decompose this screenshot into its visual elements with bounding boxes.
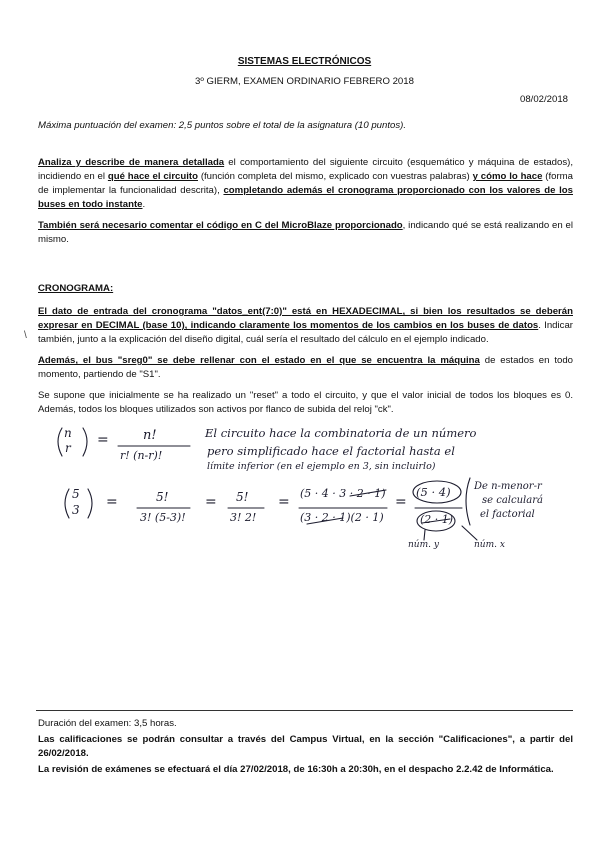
- side-note-line-1: De n-menor-r: [474, 481, 542, 492]
- binom-left-paren: [58, 428, 62, 456]
- cronograma-emphasis: El dato de entrada del cronograma "datos_ent(7:0)" está en HEXADECIMAL, si bien los resultados se deberán expresar en DECIMAL (base 10), indicando claramente los momentos de los cambios en los buses de datos: [38, 306, 573, 331]
- binom-5: 5: [72, 487, 80, 501]
- label-num-x: núm. x: [474, 540, 505, 550]
- frac5-numerator: (5 · 4): [416, 485, 451, 499]
- sreg0-text: de estados en todo momento, partiendo de "S1".: [38, 355, 573, 380]
- instr-emphasis-4: completando además el cronograma proporcionado con los valores de los buses en todo instante: [38, 185, 573, 210]
- arrow-num-y: [424, 530, 425, 540]
- instr-text-1: el comportamiento del siguiente circuito (esquemático y máquina de estados), incidiendo en el: [38, 157, 573, 182]
- equals-sign-3: =: [205, 494, 217, 510]
- side-note-line-3: el factorial: [480, 509, 535, 520]
- microblaze-text: , indicando qué se está realizando en el mismo.: [38, 220, 573, 245]
- instr-text-4: .: [142, 199, 146, 210]
- binom-n: n: [64, 426, 72, 440]
- binom-right-paren: [83, 428, 87, 456]
- exam-date: 08/02/2018: [519, 94, 568, 105]
- instr-text-3: (forma de implementar la funcionalidad descrita),: [38, 171, 573, 196]
- equals-sign-5: =: [395, 494, 407, 510]
- binom-3: 3: [72, 503, 80, 517]
- microblaze-emphasis: También será necesario comentar el código en C del MicroBlaze proporcionado: [38, 220, 403, 231]
- frac4-numerator: (5 · 4 · 3 · 2 · 1): [300, 487, 386, 500]
- footer-divider: [36, 710, 573, 711]
- frac2-numerator: 5!: [156, 490, 169, 504]
- note-line-3: límite inferior (en el ejemplo en 3, sin incluirlo): [207, 461, 436, 472]
- frac3-denominator: 3! 2!: [230, 511, 257, 524]
- margin-tick-mark: \: [24, 330, 27, 341]
- reset-paragraph: Se supone que inicialmente se ha realizado un "reset" a todo el circuito, y que el valor inicial de todos los bloques es 0. Además, todos los bloques utilizados son activos por flanco de subida del reloj "ck".: [38, 390, 573, 415]
- instr-emphasis-1: Analiza y describe de manera detallada: [38, 157, 225, 168]
- exam-title: SISTEMAS ELECTRÓNICOS: [237, 56, 372, 67]
- equals-sign-4: =: [278, 494, 290, 510]
- side-note-bracket: [466, 478, 470, 525]
- instr-emphasis-2: qué hace el circuito: [107, 171, 198, 182]
- sreg0-emphasis: Además, el bus "sreg0" se debe rellenar con el estado en el que se encuentra la máquina: [38, 355, 480, 366]
- frac4-denominator: (3 · 2 · 1)(2 · 1): [300, 511, 384, 524]
- note-line-2: pero simplificado hace el factorial hasta el: [207, 444, 455, 458]
- equals-sign-2: =: [106, 494, 118, 510]
- max-score-note: Máxima puntuación del examen: 2,5 puntos sobre el total de la asignatura (10 puntos).: [38, 120, 406, 131]
- frac3-numerator: 5!: [236, 490, 249, 504]
- equals-sign-1: =: [97, 432, 109, 448]
- footer-grades: Las calificaciones se podrán consultar a través del Campus Virtual, en la sección "Calificaciones", a partir del 26/02/2018.: [38, 734, 573, 759]
- instr-text-2: (función completa del mismo, explicado con vuestras palabras): [197, 171, 473, 182]
- cronograma-heading: CRONOGRAMA:: [38, 283, 114, 294]
- binom-5-3-left-paren: [65, 489, 69, 518]
- footer-review: La revisión de exámenes se efectuará el día 27/02/2018, de 16:30h a 20:30h, en el despacho 2.2.42 de Informática.: [38, 764, 554, 775]
- arrow-num-x: [462, 526, 477, 540]
- frac1-numerator: n!: [143, 428, 157, 443]
- binom-r: r: [65, 441, 71, 455]
- label-num-y: núm. y: [408, 540, 439, 550]
- note-line-1: El circuito hace la combinatoria de un número: [205, 426, 477, 440]
- cronograma-text: . Indicar también, junto a la explicación del diseño digital, cuál sería el resultado del cálculo en el ejemplo indicado.: [38, 320, 573, 345]
- frac5-denominator: (2 · 1): [420, 513, 454, 526]
- frac1-denominator: r! (n-r)!: [120, 449, 163, 462]
- footer-duration: Duración del examen: 3,5 horas.: [38, 718, 177, 729]
- instr-emphasis-3: y cómo lo hace: [472, 171, 543, 182]
- exam-subtitle: 3º GIERM, EXAMEN ORDINARIO FEBRERO 2018: [195, 76, 414, 87]
- frac2-denominator: 3! (5-3)!: [140, 511, 186, 524]
- binom-5-3-right-paren: [88, 489, 92, 518]
- side-note-line-2: se calculará: [482, 495, 543, 506]
